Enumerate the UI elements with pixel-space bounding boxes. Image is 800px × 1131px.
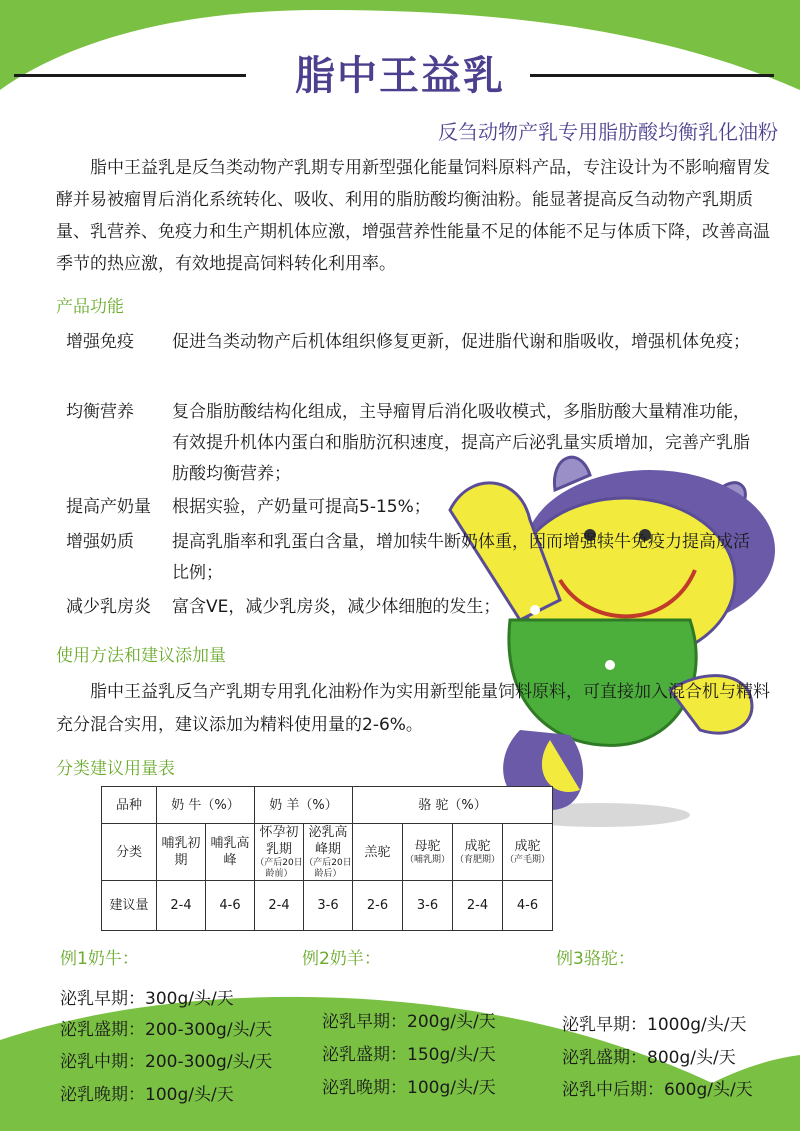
category-note: （育肥期） (454, 855, 500, 865)
table-cell: 建议量 (102, 881, 157, 931)
example-line: 泌乳早期：200g/头/天 (322, 1012, 496, 1032)
category-note: （产后20日龄后） (304, 858, 352, 879)
category-name: 成驼 (514, 839, 541, 854)
category-name: 哺乳初期 (161, 836, 201, 868)
category-name: 泌乳高峰期 (308, 825, 348, 857)
table-cell: 奶 牛（%） (157, 787, 255, 824)
table-cell: 分类 (102, 824, 157, 881)
page-subtitle: 反刍动物产乳专用脂肪酸均衡乳化油粉 (438, 120, 778, 144)
table-cell (157, 824, 206, 881)
example-title: 例3骆驼： (556, 949, 635, 969)
table-cell: 3-6 (304, 881, 353, 931)
example-line: 泌乳中后期：600g/头/天 (562, 1080, 753, 1100)
usage-heading: 使用方法和建议添加量 (56, 646, 226, 666)
category-note: （哺乳期） (404, 855, 450, 865)
table-cell: 品种 (102, 787, 157, 824)
function-term: 增强免疫 (66, 332, 134, 352)
table-cell: 4-6 (206, 881, 255, 931)
example-line: 泌乳中期：200-300g/头/天 (60, 1052, 273, 1072)
function-item (66, 592, 766, 623)
table-cell: 骆 驼（%） (353, 787, 553, 824)
usage-paragraph: 脂中王益乳反刍产乳期专用乳化油粉作为实用新型能量饲料原料，可直接加入混合机与精料充分混合实用，建议添加为精料使用量的2-6%。 (56, 682, 770, 735)
table-cell: 2-4 (157, 881, 206, 931)
example-line: 泌乳盛期：800g/头/天 (562, 1048, 736, 1068)
table-cell (304, 824, 353, 881)
table-cell: 2-4 (255, 881, 304, 931)
category-name: 母驼 (414, 839, 441, 854)
page-title: 脂中王益乳 (295, 53, 505, 99)
table-heading: 分类建议用量表 (56, 759, 175, 779)
function-item (66, 527, 766, 589)
example-line: 泌乳盛期：150g/头/天 (322, 1045, 496, 1065)
table-cell: 3-6 (403, 881, 453, 931)
table-cell (453, 824, 503, 881)
category-name: 哺乳高峰 (210, 836, 250, 868)
example-line: 泌乳晚期：100g/头/天 (60, 1085, 234, 1105)
table-cell: 2-4 (453, 881, 503, 931)
example-title: 例1奶牛： (60, 949, 139, 969)
table-row (102, 824, 553, 881)
function-term: 减少乳房炎 (66, 597, 151, 617)
function-desc: 根据实验，产奶量可提高5-15%； (172, 497, 431, 517)
table-cell (255, 824, 304, 881)
function-term: 提高产奶量 (66, 497, 151, 517)
category-name: 怀孕初乳期 (259, 825, 299, 857)
table-row (102, 881, 553, 931)
function-term: 增强奶质 (66, 532, 134, 552)
category-name: 成驼 (464, 839, 491, 854)
function-desc: 复合脂肪酸结构化组成，主导瘤胃后消化吸收模式，多脂肪酸大量精准功能，有效提升机体内蛋白和脂肪沉积速度，提高产后泌乳量实质增加，完善产乳脂肪酸均衡营养； (172, 402, 750, 484)
example-title: 例2奶羊： (302, 949, 381, 969)
table-cell (403, 824, 453, 881)
function-desc: 促进刍类动物产后机体组织修复更新，促进脂代谢和脂吸收，增强机体免疫； (172, 332, 750, 352)
cartoon-cow-icon (440, 430, 780, 830)
category-name: 羔驼 (364, 844, 391, 860)
function-desc: 富含VE，减少乳房炎，减少体细胞的发生； (172, 597, 501, 617)
function-item (66, 397, 766, 490)
table-cell: 奶 羊（%） (255, 787, 353, 824)
function-term: 均衡营养 (66, 402, 134, 422)
table-cell: 2-6 (353, 881, 403, 931)
intro-paragraph: 脂中王益乳是反刍类动物产乳期专用新型强化能量饲料原料产品，专注设计为不影响瘤胃发酵并易被瘤胃后消化系统转化、吸收、利用的脂肪酸均衡油粉。能显著提高反刍动物产乳期质量、乳营养、免疫力和生产期机体应激，增强营养性能量不足的体能不足与体质下降，改善高温季节的热应激，有效地提高饲料转化利用率。 (56, 158, 770, 274)
table-cell (206, 824, 255, 881)
example-line: 泌乳早期：300g/头/天 (60, 989, 234, 1009)
function-desc: 提高乳脂率和乳蛋白含量，增加犊牛断奶体重，因而增强犊牛免疫力提高成活比例； (172, 532, 750, 583)
table-cell (503, 824, 553, 881)
functions-heading: 产品功能 (56, 297, 124, 317)
category-note: （产后20日龄前） (255, 858, 303, 879)
function-item (66, 327, 766, 358)
example-line: 泌乳早期：1000g/头/天 (562, 1015, 747, 1035)
table-cell (353, 824, 403, 881)
function-item (66, 492, 766, 523)
table-cell: 4-6 (503, 881, 553, 931)
dosage-table (101, 786, 553, 931)
category-note: （产毛期） (504, 855, 550, 865)
example-line: 泌乳晚期：100g/头/天 (322, 1078, 496, 1098)
table-row (102, 787, 553, 824)
example-line: 泌乳盛期：200-300g/头/天 (60, 1020, 273, 1040)
